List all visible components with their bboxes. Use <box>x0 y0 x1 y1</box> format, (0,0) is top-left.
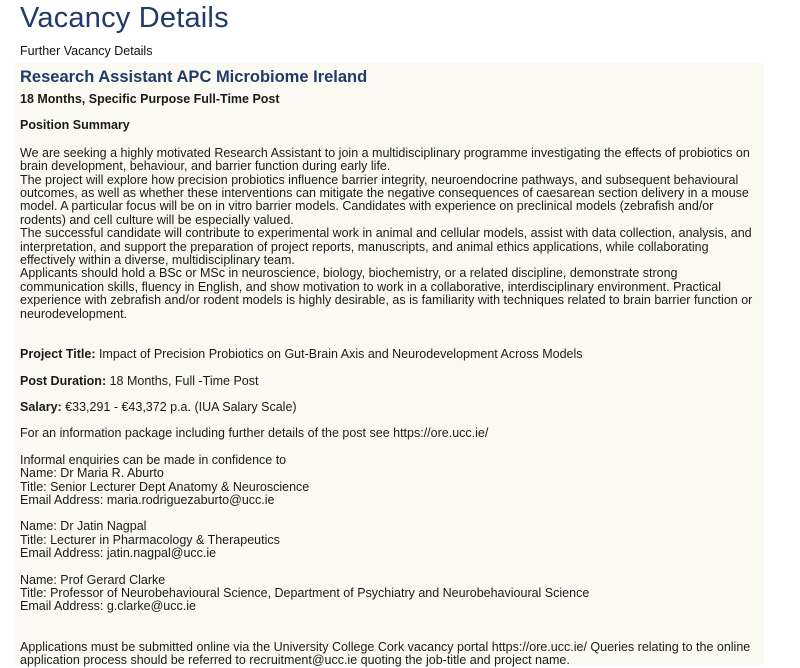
post-duration-label: Post Duration: <box>20 373 107 388</box>
post-duration-row <box>20 375 762 388</box>
contact-title: Title: Lecturer in Pharmacology & Therapeutics <box>20 532 280 547</box>
vacancy-content <box>20 63 762 668</box>
salary-row <box>20 401 762 414</box>
contact-email: Email Address: g.clarke@ucc.ie <box>20 599 196 614</box>
salary-value: €33,291 - €43,372 p.a. (IUA Salary Scale) <box>61 399 297 414</box>
contact-email: Email Address: maria.rodriguezaburto@ucc.ie <box>20 492 275 507</box>
contact-title: Title: Senior Lecturer Dept Anatomy & Neuroscience <box>20 479 310 494</box>
info-package-text: For an information package including further details of the post see https://ore.ucc.ie/ <box>20 426 489 441</box>
summary-paragraph: The successful candidate will contribute to experimental work in animal and cellular models, assist with data collection, analysis, and interpretation, and support the preparation of project reports, manuscripts, and animal ethics applications, while collaborating effectively within a diverse, multidisciplinary team. <box>20 226 752 268</box>
summary-paragraph: Applicants should hold a BSc or MSc in neuroscience, biology, biochemistry, or a related discipline, demonstrate strong communication skills, fluency in English, and show motivation to work in a collaborative, interdisciplinary environment. Practical experience with zebrafish and/or rodent models is highly desirable, as is familiarity with techniques related to brain barrier function or neurodevelopment. <box>20 266 753 321</box>
contact-name: Name: Dr Maria R. Aburto <box>20 466 164 481</box>
summary-paragraph: We are seeking a highly motivated Research Assistant to join a multidisciplinary programme investigating the effects of probiotics on brain development, behaviour, and barrier function during early life. <box>20 145 750 174</box>
contact-email: Email Address: jatin.nagpal@ucc.ie <box>20 546 217 561</box>
page-title: Vacancy Details <box>20 2 229 34</box>
contact-block <box>20 520 762 560</box>
further-vacancy-details-heading: Further Vacancy Details <box>20 44 153 58</box>
enquiries-intro: Informal enquiries can be made in confidence to <box>20 452 287 467</box>
job-subtitle: 18 Months, Specific Purpose Full-Time Post <box>20 92 280 106</box>
contact-title: Title: Professor of Neurobehavioural Science, Department of Psychiatry and Neurobehavioural Science <box>20 585 590 600</box>
applications-note: Applications must be submitted online via the University College Cork vacancy portal https://ore.ucc.ie/ Queries relating to the online application process should be referred to recruitment@ucc.ie quoting the job-title and project name. <box>20 639 751 668</box>
project-title-row <box>20 348 762 361</box>
position-summary-heading: Position Summary <box>20 118 130 133</box>
summary-paragraph: The project will explore how precision probiotics influence barrier integrity, neuroendocrine pathways, and subsequent behavioural outcomes, as well as whether these interventions can mitigate the negative consequences of caesarean section delivery in a mouse model. A particular focus will be on in vitro barrier models. Candidates with experience on preclinical models (zebrafish and/or rodents) and cell culture will be especially valued. <box>20 172 749 227</box>
job-title: Research Assistant APC Microbiome Ireland <box>20 68 368 86</box>
project-title-label: Project Title: <box>20 347 96 362</box>
vacancy-panel <box>14 63 764 668</box>
contact-name: Name: Prof Gerard Clarke <box>20 572 166 587</box>
post-duration-value: 18 Months, Full -Time Post <box>106 373 259 388</box>
contact-name: Name: Dr Jatin Nagpal <box>20 519 147 534</box>
salary-label: Salary: <box>20 399 62 414</box>
contact-block <box>20 454 762 508</box>
project-title-value: Impact of Precision Probiotics on Gut-Brain Axis and Neurodevelopment Across Models <box>95 347 583 362</box>
contact-block <box>20 574 762 614</box>
